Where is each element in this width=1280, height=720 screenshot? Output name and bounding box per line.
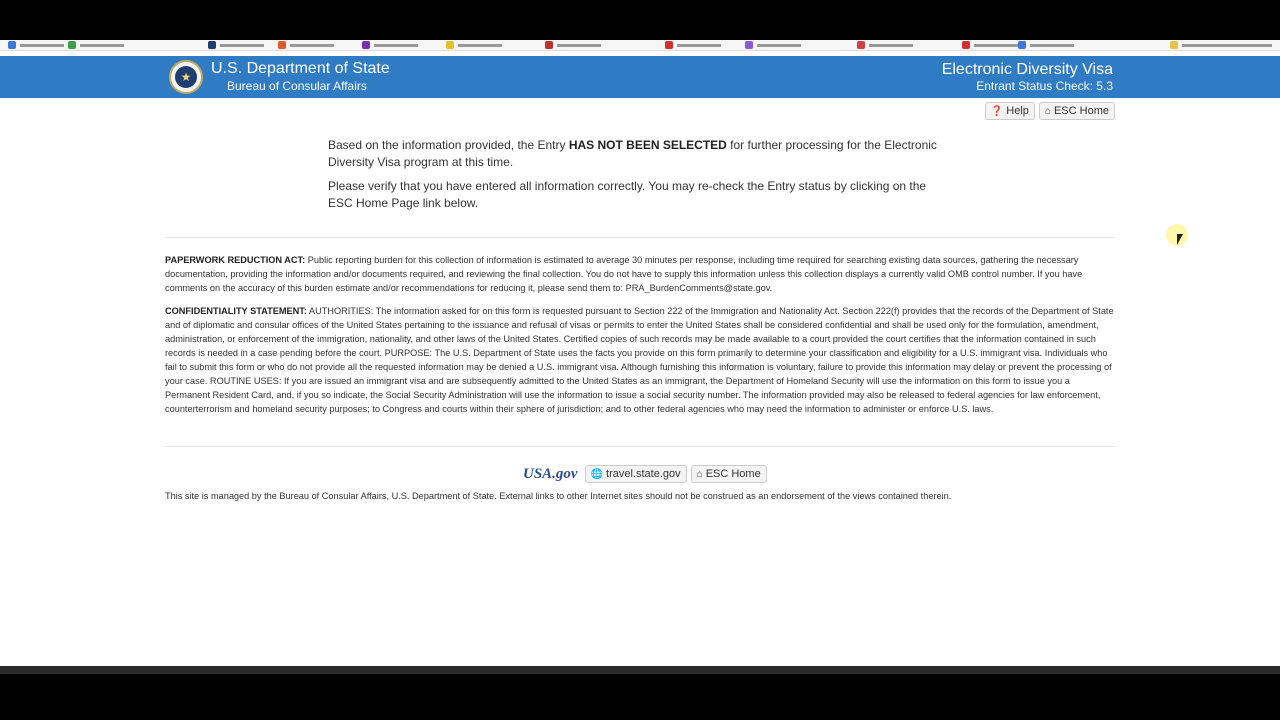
divider (165, 446, 1115, 447)
travel-state-gov-link[interactable] (585, 465, 687, 483)
footer-esc-home-link[interactable] (691, 465, 767, 483)
bookmark-item[interactable] (278, 41, 334, 49)
browser-bookmarks-bar (0, 40, 1280, 51)
screen-bottom-letterbox (0, 674, 1280, 720)
site-managed-note: This site is managed by the Bureau of Consular Affairs, U.S. Department of State. External links to other Internet sites should not be construed as an endorsement of the views contained therein. (165, 491, 952, 501)
department-title: U.S. Department of State (211, 60, 390, 77)
help-button-label: Help (1006, 105, 1029, 117)
paperwork-heading: PAPERWORK REDUCTION ACT: (165, 255, 306, 265)
home-icon: ⌂ (1044, 105, 1051, 117)
bookmark-item[interactable] (446, 41, 502, 49)
bookmark-folder[interactable] (1170, 41, 1272, 49)
footer-esc-home-label: ESC Home (705, 468, 761, 480)
state-department-seal-icon: ★ (169, 60, 203, 94)
confidentiality-heading: CONFIDENTIALITY STATEMENT: (165, 306, 307, 316)
not-selected-status: HAS NOT BEEN SELECTED (568, 138, 727, 152)
travel-link-label: travel.state.gov (606, 468, 681, 480)
browser-viewport (0, 51, 1280, 666)
bookmark-item[interactable] (962, 41, 1018, 49)
usa-gov-logo[interactable]: USA.gov (523, 465, 578, 482)
result-line-2: Please verify that you have entered all information correctly. You may re-check the Entry status by clicking on the ESC Home Page link below. (328, 179, 927, 210)
bookmark-item[interactable] (545, 41, 601, 49)
status-result-message (328, 137, 948, 219)
bookmark-item[interactable] (68, 41, 124, 49)
os-taskbar (0, 666, 1280, 674)
result-line-1: Based on the information provided, the Entry HAS NOT BEEN SELECTED for further processing for the Electronic Diversity Visa program at this time. (328, 138, 937, 169)
bookmark-item[interactable] (745, 41, 801, 49)
esc-home-button-label: ESC Home (1053, 105, 1109, 117)
bookmark-item[interactable] (208, 41, 264, 49)
confidentiality-text: AUTHORITIES: The information asked for on this form is requested pursuant to Section 222 of the Immigration and Nationality Act. Section 222(f) provides that the records of the Department of State and of diplomatic and consular offices of the United States pertaining to the issuance and refusal of visas or permits to enter the United States shall be considered confidential and shall be used only for the formulation, amendment, administration, or enforcement of the immigration, nationality, and other laws of the United States. Certified copies of such records may be made available to a court provided the court certifies that the information contained in such records is needed in a case pending before the court. PURPOSE: The U.S. Department of State uses the facts you provide on this form primarily to determine your classification and eligibility for a U.S. immigrant visa. Individuals who fail to submit this form or who do not provide all the requested information may be denied a U.S. immigrant visa. Although furnishing this information is voluntary, failure to provide this information may delay or prevent the processing of your case. ROUTINE USES: If you are issued an immigrant visa and are subsequently admitted to the United States as an immigrant, the Department of Homeland Security will use the information on this form to issue you a Permanent Resident Card, and, if you so indicate, the Social Security Administration will use the information to issue a social security number. The information provided may also be released to federal agencies for law enforcement, counterterrorism and homeland security purposes; to Congress and courts within their sphere of jurisdiction; and to other federal agencies who may need the information to administer or enforce U.S. laws. (165, 306, 1114, 414)
mouse-pointer-icon (1177, 234, 1183, 245)
footer-links (523, 465, 767, 483)
bookmark-item[interactable] (362, 41, 418, 49)
screen-top-letterbox (0, 0, 1280, 40)
globe-icon: 🌐 (590, 468, 604, 480)
divider (165, 237, 1115, 238)
confidentiality-statement (165, 304, 1115, 416)
bureau-subtitle: Bureau of Consular Affairs (227, 79, 367, 93)
paperwork-text: Public reporting burden for this collection of information is estimated to average 30 minutes per response, including time required for searching existing data sources, gathering the necessary documentation, providing the information and/or documents required, and reviewing the final collection. You do not have to supply this information unless this collection displays a currently valid OMB control number. If you have comments on the accuracy of this burden estimate and/or recommendations for reducing it, please send them to: PRA_BurdenComments@state.gov. (165, 255, 1083, 293)
bookmark-item[interactable] (857, 41, 913, 49)
header-toolbar (985, 102, 1115, 120)
help-button[interactable] (985, 102, 1035, 120)
bookmark-item[interactable] (665, 41, 721, 49)
app-title: Electronic Diversity Visa (941, 61, 1113, 78)
esc-home-button[interactable] (1039, 102, 1115, 120)
bookmark-item[interactable] (8, 41, 64, 49)
bookmark-item[interactable] (1018, 41, 1074, 49)
question-circle-icon: ❓ (990, 105, 1004, 117)
home-icon: ⌂ (696, 468, 703, 480)
app-subtitle: Entrant Status Check: 5.3 (976, 79, 1113, 93)
site-header (0, 56, 1280, 98)
paperwork-reduction-act (165, 253, 1115, 295)
